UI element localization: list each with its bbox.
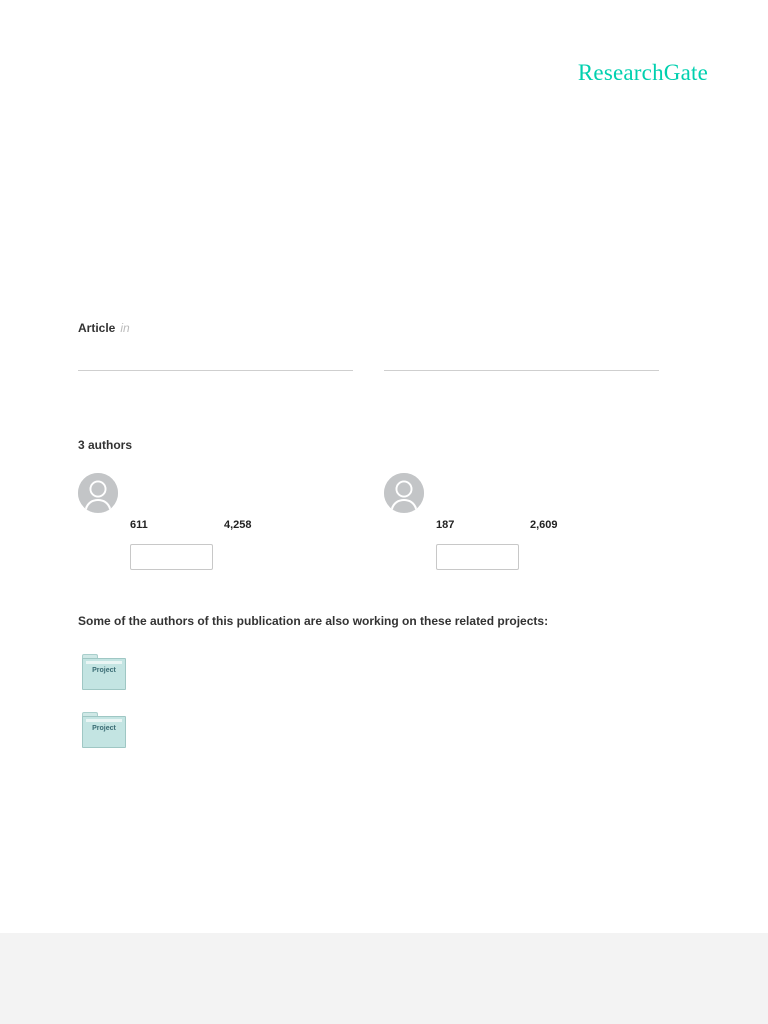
- publications-count: 611: [130, 519, 148, 531]
- person-silhouette-icon: [78, 473, 118, 513]
- publications-count: 187: [436, 519, 455, 531]
- citations-count: 4,258: [224, 519, 252, 531]
- project-label: Project: [92, 667, 116, 674]
- folder-icon[interactable]: [82, 654, 126, 690]
- author-card: [384, 473, 664, 583]
- author-card: [78, 473, 358, 583]
- divider-right: [384, 370, 659, 371]
- see-profile-button[interactable]: [436, 544, 519, 570]
- footer-band: [0, 933, 768, 1024]
- avatar[interactable]: [384, 473, 424, 513]
- folder-icon[interactable]: [82, 712, 126, 748]
- divider-left: [78, 370, 353, 371]
- person-silhouette-icon: [384, 473, 424, 513]
- researchgate-logo[interactable]: ResearchGate: [577, 60, 708, 85]
- article-type-label: Article: [78, 321, 116, 335]
- related-projects-heading: Some of the authors of this publication are also working on these related projects:: [78, 614, 549, 628]
- citations-count: 2,609: [530, 519, 558, 531]
- see-profile-button[interactable]: [130, 544, 213, 570]
- authors-count: 3 authors: [78, 438, 133, 452]
- article-in-label: in: [120, 321, 130, 335]
- project-label: Project: [92, 725, 116, 732]
- avatar[interactable]: [78, 473, 118, 513]
- article-meta: [78, 321, 130, 335]
